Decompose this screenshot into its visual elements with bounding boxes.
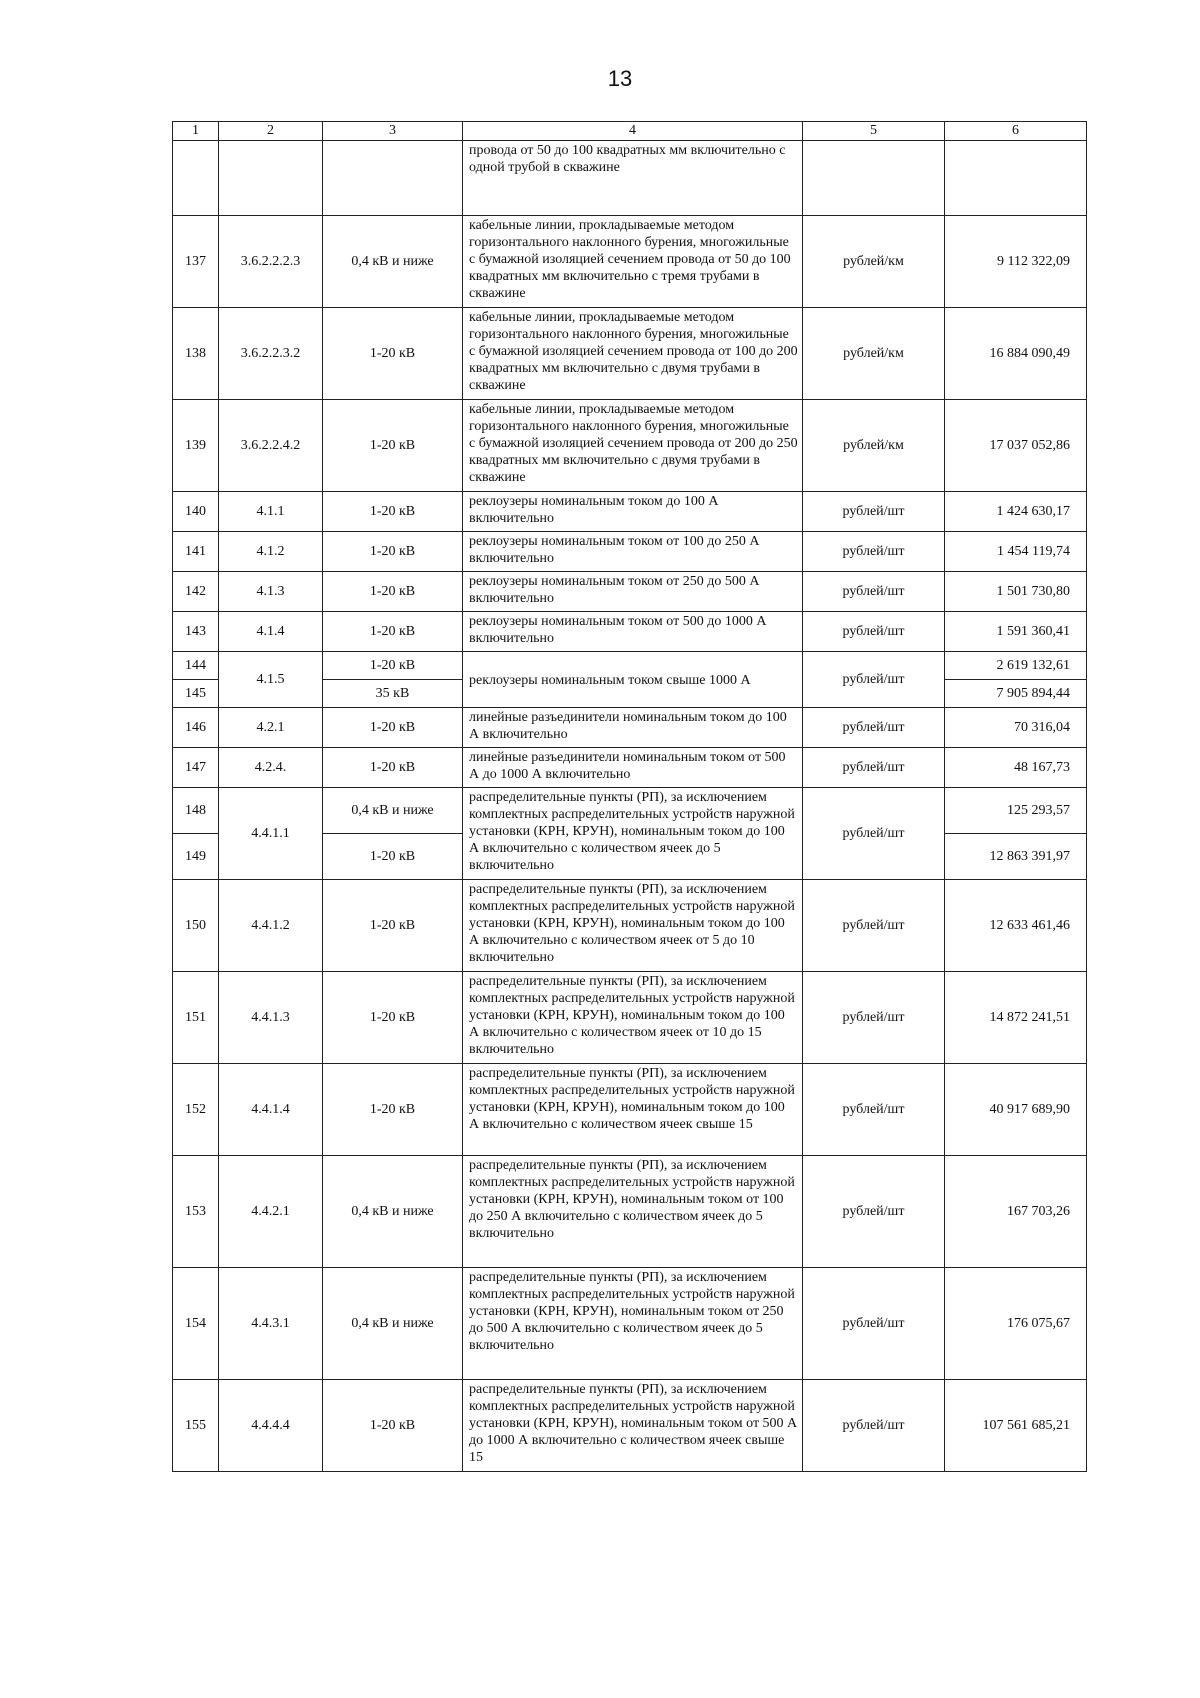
- code-cell: 4.4.1.3: [219, 972, 323, 1064]
- row-number-cell: 148: [173, 788, 219, 834]
- unit-cell: рублей/шт: [803, 652, 945, 708]
- description-cell: реклоузеры номинальным током до 100 А включительно: [463, 492, 803, 532]
- row-number-cell: 153: [173, 1156, 219, 1268]
- value-cell: 9 112 322,09: [945, 216, 1087, 308]
- voltage-cell: 0,4 кВ и ниже: [323, 1156, 463, 1268]
- row-number-cell: 154: [173, 1268, 219, 1380]
- description-cell: кабельные линии, прокладываемые методом горизонтального наклонного бурения, многожильные с бумажной изоляцией сечением провода от 50 до 100 квадратных мм включительно с тремя трубами в скважине: [463, 216, 803, 308]
- description-cell: реклоузеры номинальным током свыше 1000 А: [463, 652, 803, 708]
- code-cell: 4.1.4: [219, 612, 323, 652]
- value-cell: 12 863 391,97: [945, 834, 1087, 880]
- voltage-cell: 1-20 кВ: [323, 652, 463, 680]
- description-cell: кабельные линии, прокладываемые методом горизонтального наклонного бурения, многожильные с бумажной изоляцией сечением провода от 200 до 250 квадратных мм включительно с двумя трубами в скважине: [463, 400, 803, 492]
- code-cell: 4.1.3: [219, 572, 323, 612]
- value-cell: 176 075,67: [945, 1268, 1087, 1380]
- unit-cell: рублей/шт: [803, 748, 945, 788]
- voltage-cell: 1-20 кВ: [323, 532, 463, 572]
- row-number-cell: [173, 141, 219, 216]
- description-cell: линейные разъединители номинальным током от 500 А до 1000 А включительно: [463, 748, 803, 788]
- value-cell: 1 424 630,17: [945, 492, 1087, 532]
- voltage-cell: 1-20 кВ: [323, 612, 463, 652]
- code-cell: 4.4.1.1: [219, 788, 323, 880]
- unit-cell: рублей/шт: [803, 1268, 945, 1380]
- value-cell: 1 454 119,74: [945, 532, 1087, 572]
- code-cell: 4.1.1: [219, 492, 323, 532]
- code-cell: 4.2.1: [219, 708, 323, 748]
- row-number-cell: 143: [173, 612, 219, 652]
- unit-cell: [803, 141, 945, 216]
- code-cell: 4.4.3.1: [219, 1268, 323, 1380]
- code-cell: 4.1.2: [219, 532, 323, 572]
- value-cell: 70 316,04: [945, 708, 1087, 748]
- voltage-cell: [323, 141, 463, 216]
- description-cell: распределительные пункты (РП), за исключением комплектных распределительных устройств наружной установки (КРН, КРУН), номинальным током до 100 А включительно с количеством ячеек от 5 до 10 включительно: [463, 880, 803, 972]
- description-cell: реклоузеры номинальным током от 500 до 1000 А включительно: [463, 612, 803, 652]
- unit-cell: рублей/шт: [803, 492, 945, 532]
- description-cell: провода от 50 до 100 квадратных мм включительно с одной трубой в скважине: [463, 141, 803, 216]
- unit-cell: рублей/шт: [803, 788, 945, 880]
- value-cell: 12 633 461,46: [945, 880, 1087, 972]
- column-header-2: 2: [219, 122, 323, 141]
- table-row: [173, 972, 1087, 1064]
- description-cell: распределительные пункты (РП), за исключением комплектных распределительных устройств наружной установки (КРН, КРУН), номинальным током до 100 А включительно с количеством ячеек до 5 включительно: [463, 788, 803, 880]
- table-row: [173, 216, 1087, 308]
- table-row: [173, 400, 1087, 492]
- column-header-5: 5: [803, 122, 945, 141]
- code-cell: 3.6.2.2.4.2: [219, 400, 323, 492]
- code-cell: 3.6.2.2.3.2: [219, 308, 323, 400]
- description-cell: распределительные пункты (РП), за исключением комплектных распределительных устройств наружной установки (КРН, КРУН), номинальным током от 250 до 500 А включительно с количеством ячеек до 5 включительно: [463, 1268, 803, 1380]
- unit-cell: рублей/шт: [803, 572, 945, 612]
- description-cell: распределительные пункты (РП), за исключением комплектных распределительных устройств наружной установки (КРН, КРУН), номинальным током от 500 А до 1000 А включительно с количеством ячеек свыше 15: [463, 1380, 803, 1472]
- tariff-table: [172, 121, 1087, 1472]
- row-number-cell: 146: [173, 708, 219, 748]
- voltage-cell: 1-20 кВ: [323, 400, 463, 492]
- voltage-cell: 1-20 кВ: [323, 972, 463, 1064]
- voltage-cell: 1-20 кВ: [323, 1380, 463, 1472]
- code-cell: 4.4.1.2: [219, 880, 323, 972]
- code-cell: 4.4.4.4: [219, 1380, 323, 1472]
- voltage-cell: 0,4 кВ и ниже: [323, 788, 463, 834]
- unit-cell: рублей/шт: [803, 1380, 945, 1472]
- unit-cell: рублей/шт: [803, 1156, 945, 1268]
- row-number-cell: 144: [173, 652, 219, 680]
- unit-cell: рублей/шт: [803, 1064, 945, 1156]
- description-cell: линейные разъединители номинальным током до 100 А включительно: [463, 708, 803, 748]
- code-cell: [219, 141, 323, 216]
- row-number-cell: 151: [173, 972, 219, 1064]
- unit-cell: рублей/км: [803, 308, 945, 400]
- table-row: [173, 572, 1087, 612]
- voltage-cell: 1-20 кВ: [323, 708, 463, 748]
- value-cell: 17 037 052,86: [945, 400, 1087, 492]
- value-cell: [945, 141, 1087, 216]
- column-header-4: 4: [463, 122, 803, 141]
- voltage-cell: 1-20 кВ: [323, 492, 463, 532]
- row-number-cell: 141: [173, 532, 219, 572]
- table-row: [173, 532, 1087, 572]
- voltage-cell: 35 кВ: [323, 680, 463, 708]
- value-cell: 167 703,26: [945, 1156, 1087, 1268]
- code-cell: 4.4.2.1: [219, 1156, 323, 1268]
- value-cell: 1 591 360,41: [945, 612, 1087, 652]
- value-cell: 1 501 730,80: [945, 572, 1087, 612]
- header-row: [173, 122, 1087, 141]
- value-cell: 40 917 689,90: [945, 1064, 1087, 1156]
- row-number-cell: 155: [173, 1380, 219, 1472]
- row-number-cell: 152: [173, 1064, 219, 1156]
- row-number-cell: 149: [173, 834, 219, 880]
- column-header-6: 6: [945, 122, 1087, 141]
- description-cell: кабельные линии, прокладываемые методом горизонтального наклонного бурения, многожильные с бумажной изоляцией сечением провода от 100 до 200 квадратных мм включительно с двумя трубами в скважине: [463, 308, 803, 400]
- value-cell: 16 884 090,49: [945, 308, 1087, 400]
- row-number-cell: 138: [173, 308, 219, 400]
- page-number: 13: [607, 66, 633, 91]
- row-number-cell: 140: [173, 492, 219, 532]
- voltage-cell: 0,4 кВ и ниже: [323, 216, 463, 308]
- unit-cell: рублей/км: [803, 216, 945, 308]
- row-number-cell: 145: [173, 680, 219, 708]
- code-cell: 4.1.5: [219, 652, 323, 708]
- voltage-cell: 1-20 кВ: [323, 572, 463, 612]
- table-row: [173, 748, 1087, 788]
- code-cell: 4.2.4.: [219, 748, 323, 788]
- description-cell: реклоузеры номинальным током от 250 до 500 А включительно: [463, 572, 803, 612]
- table-row: [173, 1268, 1087, 1380]
- table-row: [173, 1156, 1087, 1268]
- table-row: [173, 612, 1087, 652]
- row-number-cell: 150: [173, 880, 219, 972]
- voltage-cell: 1-20 кВ: [323, 834, 463, 880]
- table-row: [173, 1380, 1087, 1472]
- column-header-3: 3: [323, 122, 463, 141]
- unit-cell: рублей/шт: [803, 708, 945, 748]
- value-cell: 2 619 132,61: [945, 652, 1087, 680]
- table-row: [173, 708, 1087, 748]
- unit-cell: рублей/км: [803, 400, 945, 492]
- voltage-cell: 1-20 кВ: [323, 308, 463, 400]
- table-row: [173, 1064, 1087, 1156]
- code-cell: 3.6.2.2.2.3: [219, 216, 323, 308]
- value-cell: 107 561 685,21: [945, 1380, 1087, 1472]
- unit-cell: рублей/шт: [803, 532, 945, 572]
- continuation-row: [173, 141, 1087, 216]
- voltage-cell: 0,4 кВ и ниже: [323, 1268, 463, 1380]
- voltage-cell: 1-20 кВ: [323, 1064, 463, 1156]
- voltage-cell: 1-20 кВ: [323, 748, 463, 788]
- unit-cell: рублей/шт: [803, 972, 945, 1064]
- description-cell: реклоузеры номинальным током от 100 до 250 А включительно: [463, 532, 803, 572]
- value-cell: 48 167,73: [945, 748, 1087, 788]
- row-number-cell: 142: [173, 572, 219, 612]
- description-cell: распределительные пункты (РП), за исключением комплектных распределительных устройств наружной установки (КРН, КРУН), номинальным током до 100 А включительно с количеством ячеек свыше 15: [463, 1064, 803, 1156]
- row-number-cell: 139: [173, 400, 219, 492]
- code-cell: 4.4.1.4: [219, 1064, 323, 1156]
- row-number-cell: 137: [173, 216, 219, 308]
- table-row: [173, 880, 1087, 972]
- description-cell: распределительные пункты (РП), за исключением комплектных распределительных устройств наружной установки (КРН, КРУН), номинальным током до 100 А включительно с количеством ячеек от 10 до 15 включительно: [463, 972, 803, 1064]
- table-row: [173, 788, 1087, 834]
- description-cell: распределительные пункты (РП), за исключением комплектных распределительных устройств наружной установки (КРН, КРУН), номинальным током от 100 до 250 А включительно с количеством ячеек до 5 включительно: [463, 1156, 803, 1268]
- value-cell: 7 905 894,44: [945, 680, 1087, 708]
- table-row: [173, 652, 1087, 680]
- unit-cell: рублей/шт: [803, 880, 945, 972]
- value-cell: 125 293,57: [945, 788, 1087, 834]
- value-cell: 14 872 241,51: [945, 972, 1087, 1064]
- unit-cell: рублей/шт: [803, 612, 945, 652]
- column-header-1: 1: [173, 122, 219, 141]
- voltage-cell: 1-20 кВ: [323, 880, 463, 972]
- table-row: [173, 492, 1087, 532]
- table-row: [173, 308, 1087, 400]
- row-number-cell: 147: [173, 748, 219, 788]
